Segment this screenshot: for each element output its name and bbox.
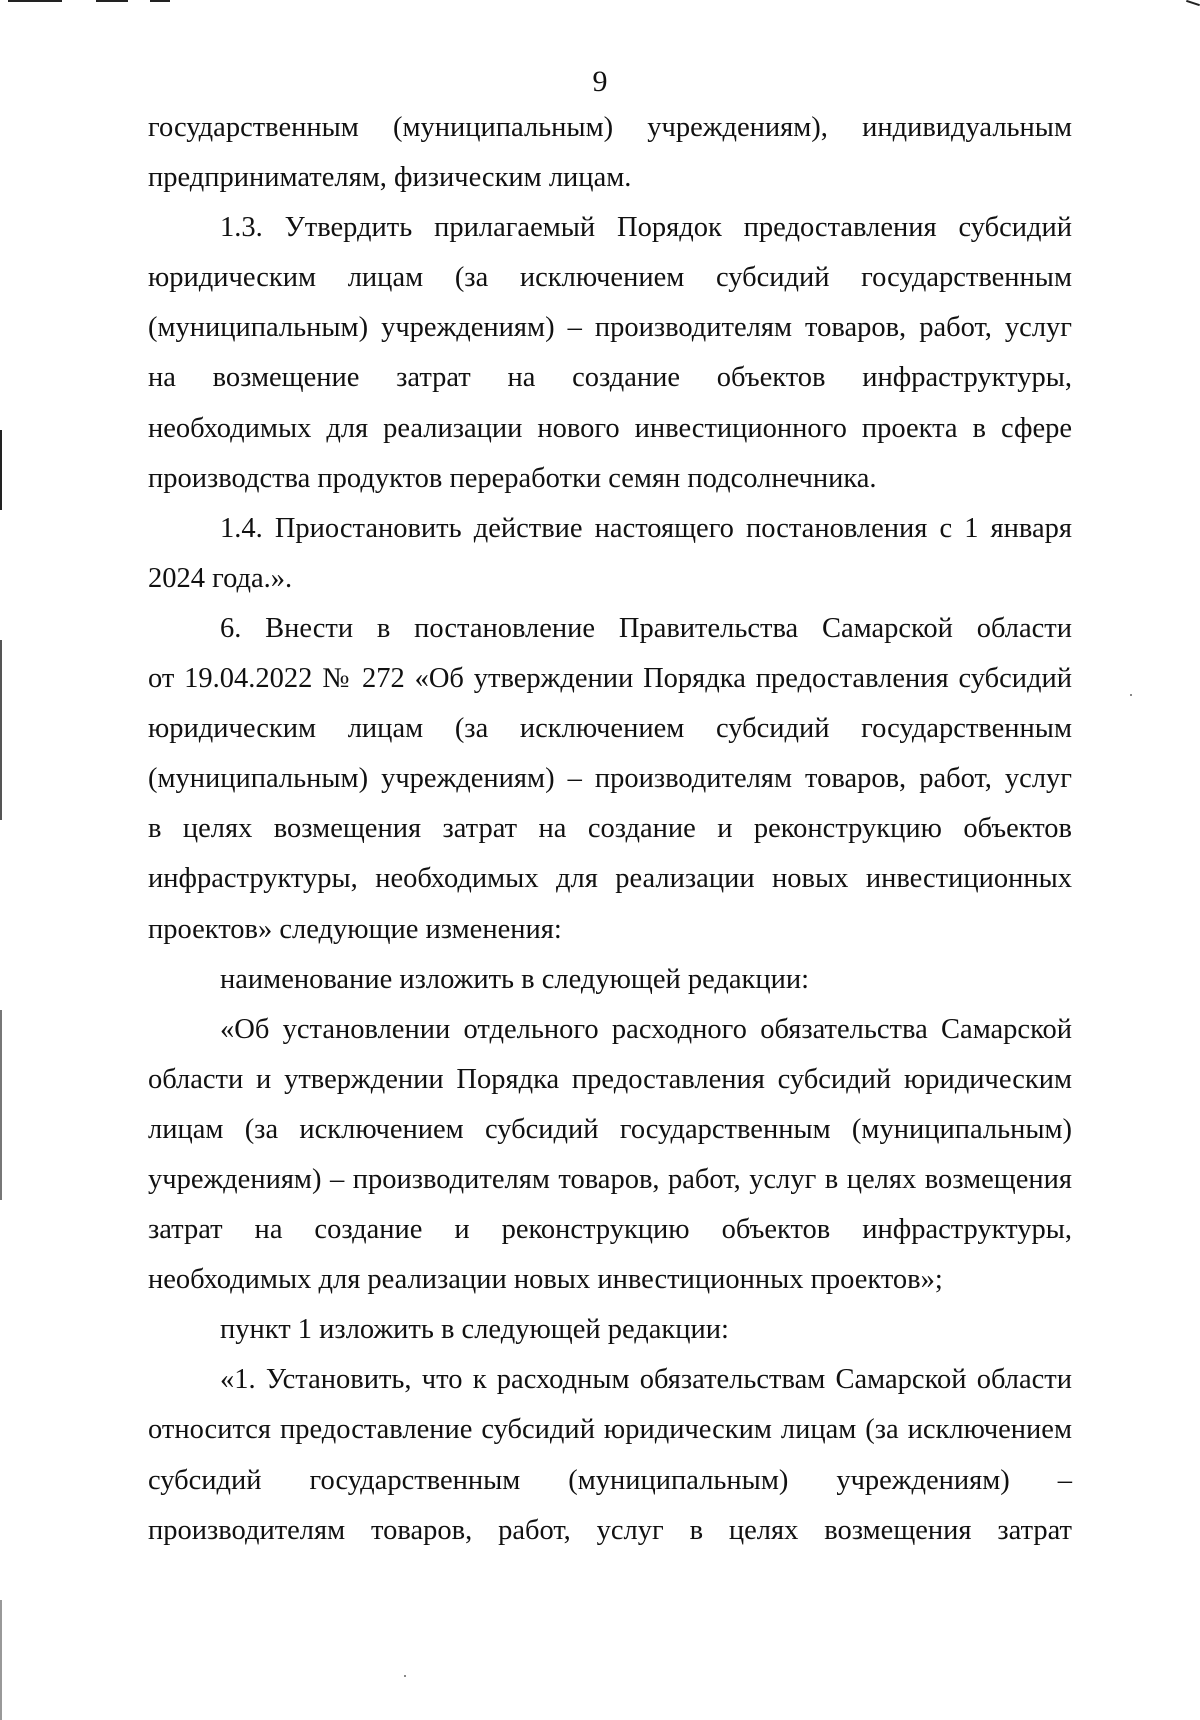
- paragraph-point-1-change: [148, 1305, 1072, 1355]
- text-line: от 19.04.2022 № 272 «Об утверждении Порядка предоставления субсидий: [148, 663, 1072, 695]
- paragraph-name-change: [148, 955, 1072, 1005]
- paragraph-point-1-text: [148, 1355, 1072, 1555]
- text-line: на возмещение затрат на создание объектов инфраструктуры,: [148, 362, 1072, 394]
- text-line: необходимых для реализации новых инвестиционных проектов»;: [148, 1264, 943, 1296]
- text-line: (муниципальным) учреждениям) – производителям товаров, работ, услуг: [148, 763, 1072, 795]
- scan-dot-right: [1130, 694, 1132, 696]
- text-line: производства продуктов переработки семян подсолнечника.: [148, 462, 877, 494]
- paragraph-1-4: [148, 504, 1072, 604]
- page-number: 9: [592, 65, 608, 98]
- text-line: учреждениям) – производителям товаров, работ, услуг в целях возмещения: [148, 1163, 1072, 1195]
- scan-mark-left-edge-1: [0, 430, 2, 510]
- paragraph-6: [148, 604, 1072, 955]
- scan-dot-bottom: [404, 1675, 406, 1677]
- text-line: проектов» следующие изменения:: [148, 913, 562, 945]
- text-line: субсидий государственным (муниципальным) учреждениям) –: [148, 1464, 1072, 1496]
- text-line: области и утверждении Порядка предоставления субсидий юридическим: [148, 1063, 1072, 1095]
- text-line: необходимых для реализации нового инвестиционного проекта в сфере: [148, 412, 1072, 444]
- scan-mark-left-edge-3: [0, 1010, 2, 1200]
- document-text-body: [148, 103, 1072, 1556]
- paragraph-continuation: [148, 103, 1072, 203]
- text-line: «Об установлении отдельного расходного обязательства Самарской: [220, 1013, 1072, 1045]
- scan-mark-top-left-3: [150, 0, 170, 2]
- scan-mark-left-edge-2: [0, 640, 2, 820]
- text-line: 1.4. Приостановить действие настоящего постановления с 1 января: [220, 512, 1072, 544]
- scan-mark-left-edge-4: [0, 1600, 2, 1720]
- text-line: «1. Установить, что к расходным обязательствам Самарской области: [220, 1364, 1072, 1396]
- text-line: 6. Внести в постановление Правительства Самарской области: [220, 612, 1072, 644]
- text-line: пункт 1 изложить в следующей редакции:: [220, 1314, 729, 1346]
- text-line: предпринимателям, физическим лицам.: [148, 162, 632, 194]
- paragraph-1-3: [148, 203, 1072, 504]
- text-line: наименование изложить в следующей редакции:: [220, 963, 810, 995]
- text-line: в целях возмещения затрат на создание и реконструкцию объектов: [148, 813, 1072, 845]
- text-line: лицам (за исключением субсидий государственным (муниципальным): [148, 1113, 1072, 1145]
- scan-mark-top-right: [1186, 0, 1200, 6]
- text-line: юридическим лицам (за исключением субсидий государственным: [148, 262, 1072, 294]
- text-line: затрат на создание и реконструкцию объектов инфраструктуры,: [148, 1214, 1072, 1246]
- scan-mark-top-left-1: [8, 0, 62, 2]
- text-line: 1.3. Утвердить прилагаемый Порядок предоставления субсидий: [220, 212, 1072, 244]
- paragraph-new-title: [148, 1005, 1072, 1306]
- text-line: инфраструктуры, необходимых для реализации новых инвестиционных: [148, 863, 1072, 895]
- text-line: юридическим лицам (за исключением субсидий государственным: [148, 713, 1072, 745]
- scan-mark-top-left-2: [96, 0, 128, 2]
- text-line: производителям товаров, работ, услуг в целях возмещения затрат: [148, 1514, 1072, 1546]
- text-line: 2024 года.».: [148, 562, 293, 594]
- text-line: государственным (муниципальным) учреждениям), индивидуальным: [148, 112, 1072, 143]
- text-line: (муниципальным) учреждениям) – производителям товаров, работ, услуг: [148, 312, 1072, 344]
- text-line: относится предоставление субсидий юридическим лицам (за исключением: [148, 1414, 1072, 1446]
